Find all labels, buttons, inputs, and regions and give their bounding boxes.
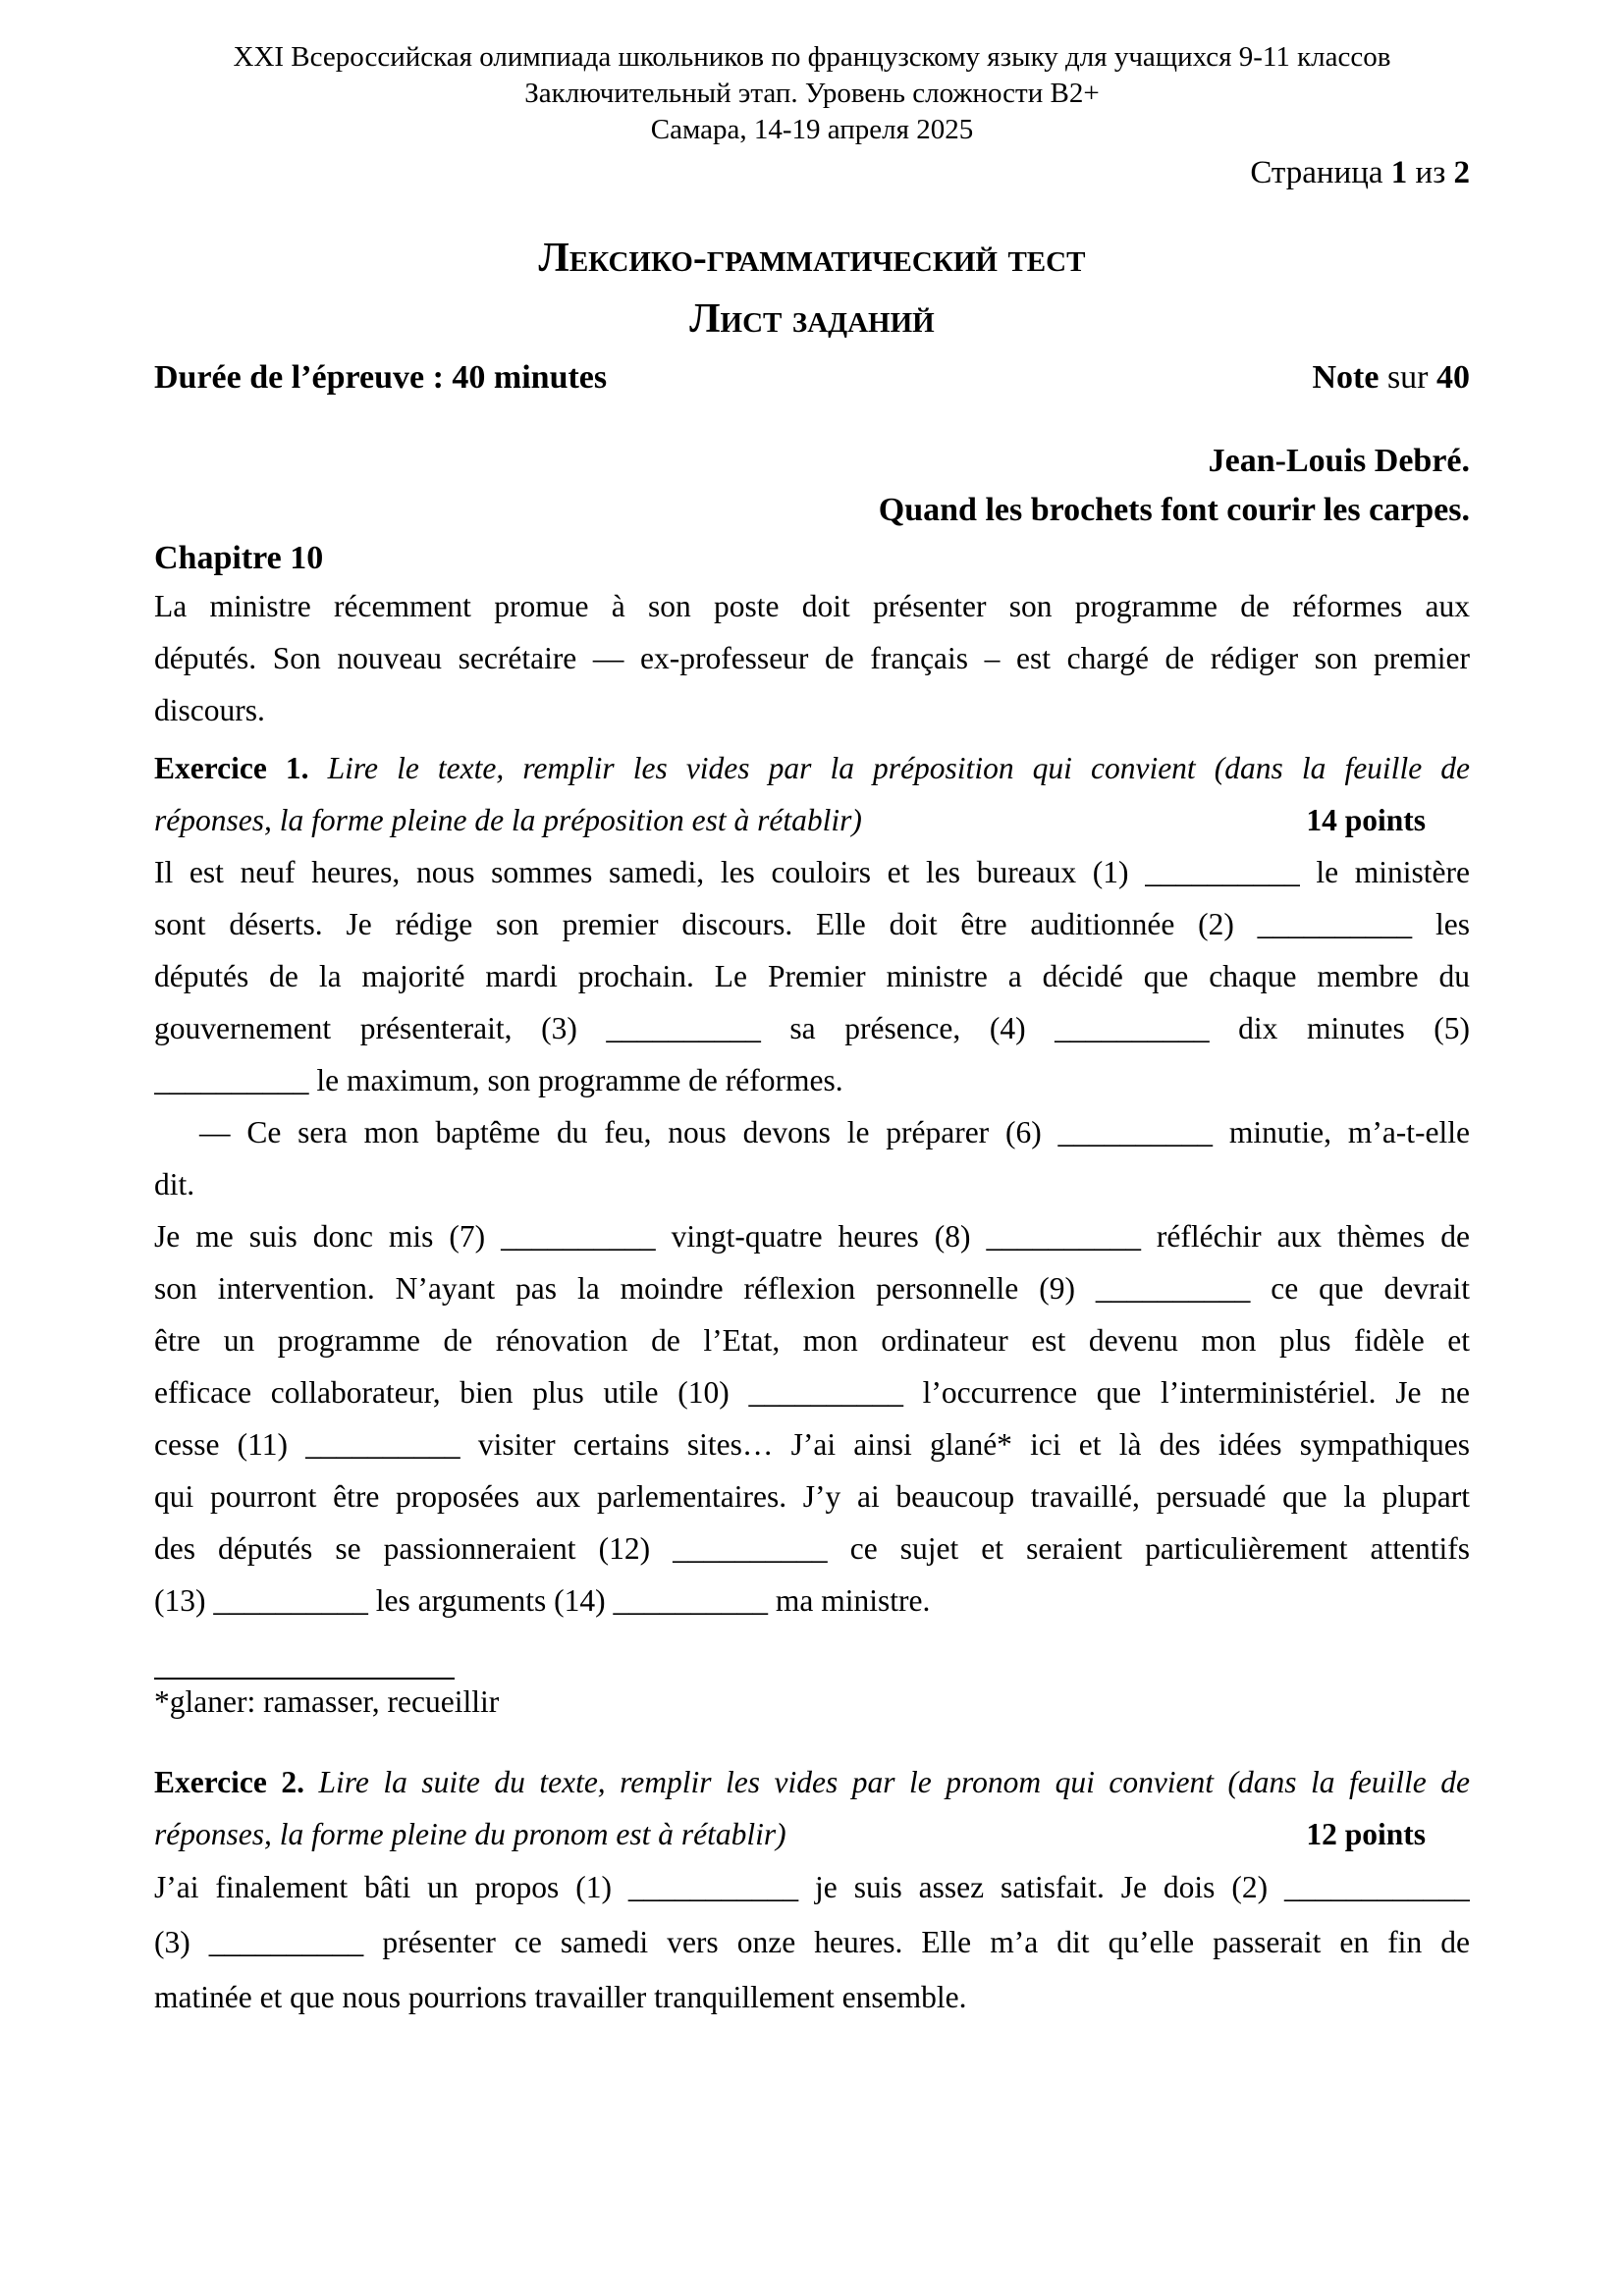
text-line: gouvernement présenterait, (3) __________ sa présence, (4) __________ dix minutes (5)	[154, 1011, 1470, 1045]
exercise1-heading-line2	[154, 794, 1470, 846]
exercise1-instruction-line1	[309, 751, 328, 785]
exam-info-row	[154, 354, 1470, 401]
exercise2-heading-line2	[154, 1808, 1470, 1860]
exercise1-instruction-text1: Lire le texte, remplir les vides par la préposition qui convient (dans la feuille de	[327, 751, 1470, 785]
text-line: des députés se passionneraient (12) __________ ce sujet et seraient particulièrement attentifs	[154, 1531, 1470, 1566]
exercise2-instruction-text1: Lire la suite du texte, remplir les vides par le pronom qui convient (dans la feuille de	[318, 1765, 1470, 1799]
text-line: son intervention. N’ayant pas la moindre réflexion personnelle (9) __________ ce que devrait	[154, 1271, 1470, 1306]
exercise1-text	[154, 846, 1470, 1627]
exercise2-heading-line1	[154, 1756, 1470, 1808]
intro-paragraph	[154, 580, 1470, 736]
page-number-current: 1	[1390, 155, 1408, 190]
text-line: dit.	[154, 1167, 195, 1201]
text-line: matinée et que nous pourrions travailler tranquillement ensemble.	[154, 1980, 967, 2014]
source-block	[154, 437, 1470, 535]
text-line: cesse (11) __________ visiter certains sites… J’ai ainsi glané* ici et là des idées sympathiques	[154, 1427, 1470, 1462]
exercise1-points: 14 points	[1306, 803, 1426, 837]
header-line: Самара, 14-19 апреля 2025	[650, 114, 974, 145]
exercise1-heading	[154, 742, 1470, 846]
exercise1-instruction-line2: réponses, la forme pleine de la préposition est à rétablir)	[154, 803, 862, 837]
exercise2-text	[154, 1860, 1470, 2025]
text-line: (3) __________ présenter ce samedi vers onze heures. Elle m’a dit qu’elle passerait en fin de	[154, 1925, 1470, 1959]
text-line: (13) __________ les arguments (14) __________ ma ministre.	[154, 1583, 931, 1618]
exercise2-points: 12 points	[1306, 1817, 1426, 1851]
text-line: discours.	[154, 693, 265, 727]
text-line: efficace collaborateur, bien plus utile (10) __________ l’occurrence que l’interministériel. Je ne	[154, 1375, 1470, 1410]
page-subtitle: Лист заданий	[689, 296, 935, 342]
footnote-text: *glaner: ramasser, recueillir	[154, 1684, 500, 1719]
text-line: __________ le maximum, son programme de réformes.	[154, 1063, 843, 1097]
duration-label: Durée de l’épreuve : 40 minutes	[154, 359, 608, 396]
page-number-total: 2	[1453, 155, 1470, 190]
page-number-prefix: Страница	[1250, 155, 1391, 190]
book-title: Quand les brochets font courir les carpes.	[878, 492, 1470, 528]
note-sur: sur	[1379, 359, 1436, 396]
text-line: J’ai finalement bâti un propos (1) ___________ je suis assez satisfait. Je dois (2) ____________	[154, 1870, 1470, 1904]
page-number	[154, 154, 1470, 191]
note-word: Note	[1312, 359, 1380, 396]
text-line: Il est neuf heures, nous sommes samedi, les couloirs et les bureaux (1) __________ le ministère	[154, 855, 1470, 889]
text-line: qui pourront être proposées aux parlementaires. J’y ai beaucoup travaillé, persuadé que la plupart	[154, 1479, 1470, 1514]
document-header	[154, 39, 1470, 148]
exercise2-heading	[154, 1756, 1470, 1860]
exercise1-heading-line1	[154, 742, 1470, 794]
header-line: Заключительный этап. Уровень сложности В2+	[524, 78, 1100, 109]
note-value: 40	[1436, 359, 1470, 396]
exercise2-label: Exercice 2.	[154, 1765, 304, 1799]
text-line: sont déserts. Je rédige son premier discours. Elle doit être auditionnée (2) __________ les	[154, 907, 1470, 941]
page-number-infix: из	[1407, 155, 1454, 190]
author-line: Jean-Louis Debré.	[1208, 443, 1470, 479]
chapter-heading: Chapitre 10	[154, 540, 324, 576]
text-line: Je me suis donc mis (7) __________ vingt-quatre heures (8) __________ réfléchir aux thèmes de	[154, 1219, 1470, 1254]
text-line: être un programme de rénovation de l’Etat, mon ordinateur est devenu mon plus fidèle et	[154, 1323, 1470, 1358]
note-label	[1312, 354, 1470, 401]
header-line: XXI Всероссийская олимпиада школьников по французскому языку для учащихся 9-11 классов	[233, 41, 1391, 73]
text-line: — Ce sera mon baptême du feu, nous devons le préparer (6) __________ minutie, m’a-t-elle	[199, 1115, 1470, 1149]
exercise1-label: Exercice 1.	[154, 751, 309, 785]
exercise2-instruction-line2: réponses, la forme pleine du pronom est à rétablir)	[154, 1817, 786, 1851]
page-title: Лексико-грамматический тест	[538, 236, 1086, 281]
text-line: La ministre récemment promue à son poste doit présenter son programme de réformes aux	[154, 589, 1470, 623]
text-line: députés. Son nouveau secrétaire — ex-professeur de français – est chargé de rédiger son premier	[154, 641, 1470, 675]
exercise2-instruction-line1	[304, 1765, 319, 1799]
text-line: députés de la majorité mardi prochain. Le Premier ministre a décidé que chaque membre du	[154, 959, 1470, 993]
